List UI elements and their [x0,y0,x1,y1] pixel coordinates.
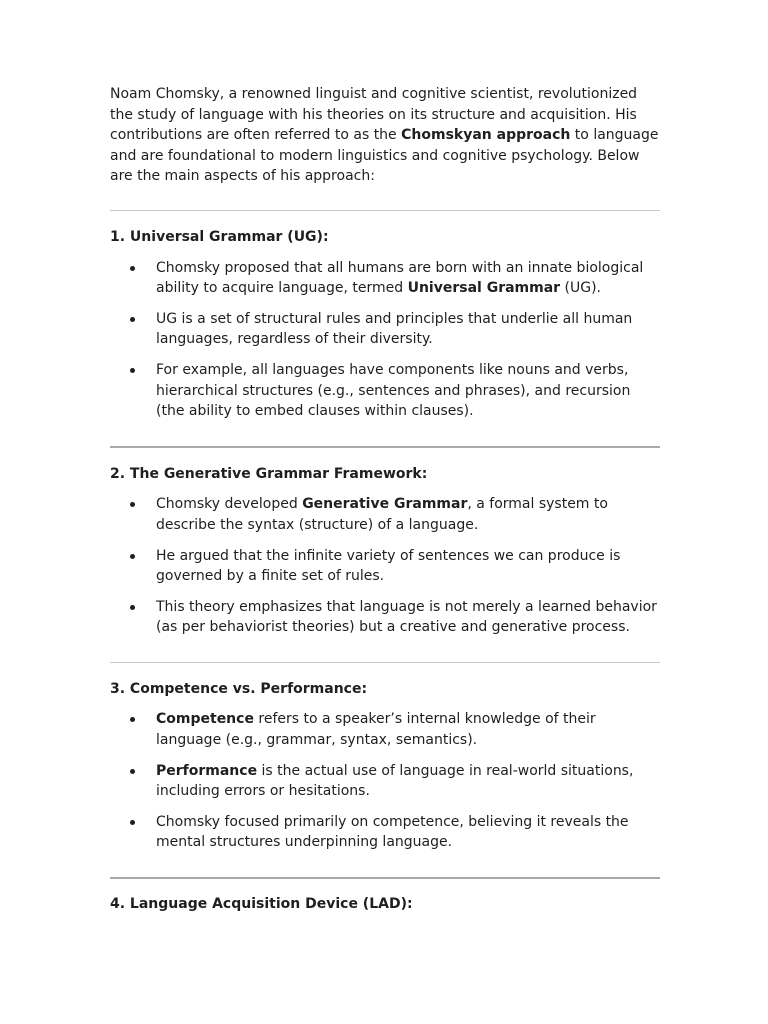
section-divider [110,210,660,211]
document-content [110,84,660,915]
bullet-icon [130,769,135,774]
bullet-list-generative-grammar [110,494,660,638]
section-title-generative-grammar: 2. The Generative Grammar Framework: [110,465,428,482]
item-text: Chomsky developed [156,496,303,513]
section-divider [110,877,660,879]
list-item [110,812,660,853]
item-text: Chomsky proposed that all humans are born with an innate biological ability to acquire language, termed [156,259,644,297]
list-item [110,709,660,750]
section-title-universal-grammar: 1. Universal Grammar (UG): [110,228,329,245]
intro-bold-term: Chomskyan approach [401,127,571,144]
intro-paragraph [110,84,660,187]
list-item [110,546,660,587]
list-item [110,761,660,802]
bullet-icon [130,605,135,610]
list-item [110,494,660,535]
bullet-icon [130,820,135,825]
section-divider [110,446,660,448]
item-text-tail: (UG). [560,280,601,297]
item-bold-term: Universal Grammar [407,280,561,297]
list-item [110,597,660,638]
bullet-icon [130,554,135,559]
item-text: UG is a set of structural rules and principles that underlie all human languages, regardless of their diversity. [156,310,633,348]
item-text: For example, all languages have components like nouns and verbs, hierarchical structures (e.g., sentences and phrases), and recursion (the ability to embed clauses within clauses). [156,361,631,420]
bullet-list-universal-grammar [110,258,660,422]
bullet-icon [130,502,135,507]
item-text-tail: refers to a speaker’s internal knowledge of their language (e.g., grammar, syntax, semantics). [156,711,596,749]
list-item [110,309,660,350]
bullet-icon [130,368,135,373]
item-bold-term: Generative Grammar [302,496,468,513]
item-text: Chomsky focused primarily on competence, believing it reveals the mental structures underpinning language. [156,813,629,851]
section-title-competence-performance: 3. Competence vs. Performance: [110,680,368,697]
item-bold-term: Performance [156,762,258,779]
bullet-icon [130,317,135,322]
item-bold-term: Competence [156,711,254,728]
list-item [110,258,660,299]
section-divider [110,662,660,663]
bullet-icon [130,266,135,271]
bullet-icon [130,717,135,722]
item-text-tail: , a formal system to describe the syntax (structure) of a language. [156,496,608,533]
intro-text-2: to language and are foundational to modern linguistics and cognitive psychology. Below are the main aspects of his approach: [110,127,659,185]
item-text-tail: is the actual use of language in real-world situations, including errors or hesitations. [156,762,634,800]
item-text: He argued that the infinite variety of sentences we can produce is governed by a finite set of rules. [156,547,621,585]
list-item [110,360,660,422]
intro-text-1: Noam Chomsky, a renowned linguist and cognitive scientist, revolutionized the study of language with his theories on its structure and acquisition. His contributions are often referred to as the [110,86,638,144]
item-text: This theory emphasizes that language is not merely a learned behavior (as per behaviorist theories) but a creative and generative process. [156,598,657,636]
bullet-list-competence-performance [110,709,660,853]
section-title-language-acquisition-device: 4. Language Acquisition Device (LAD): [110,896,413,913]
